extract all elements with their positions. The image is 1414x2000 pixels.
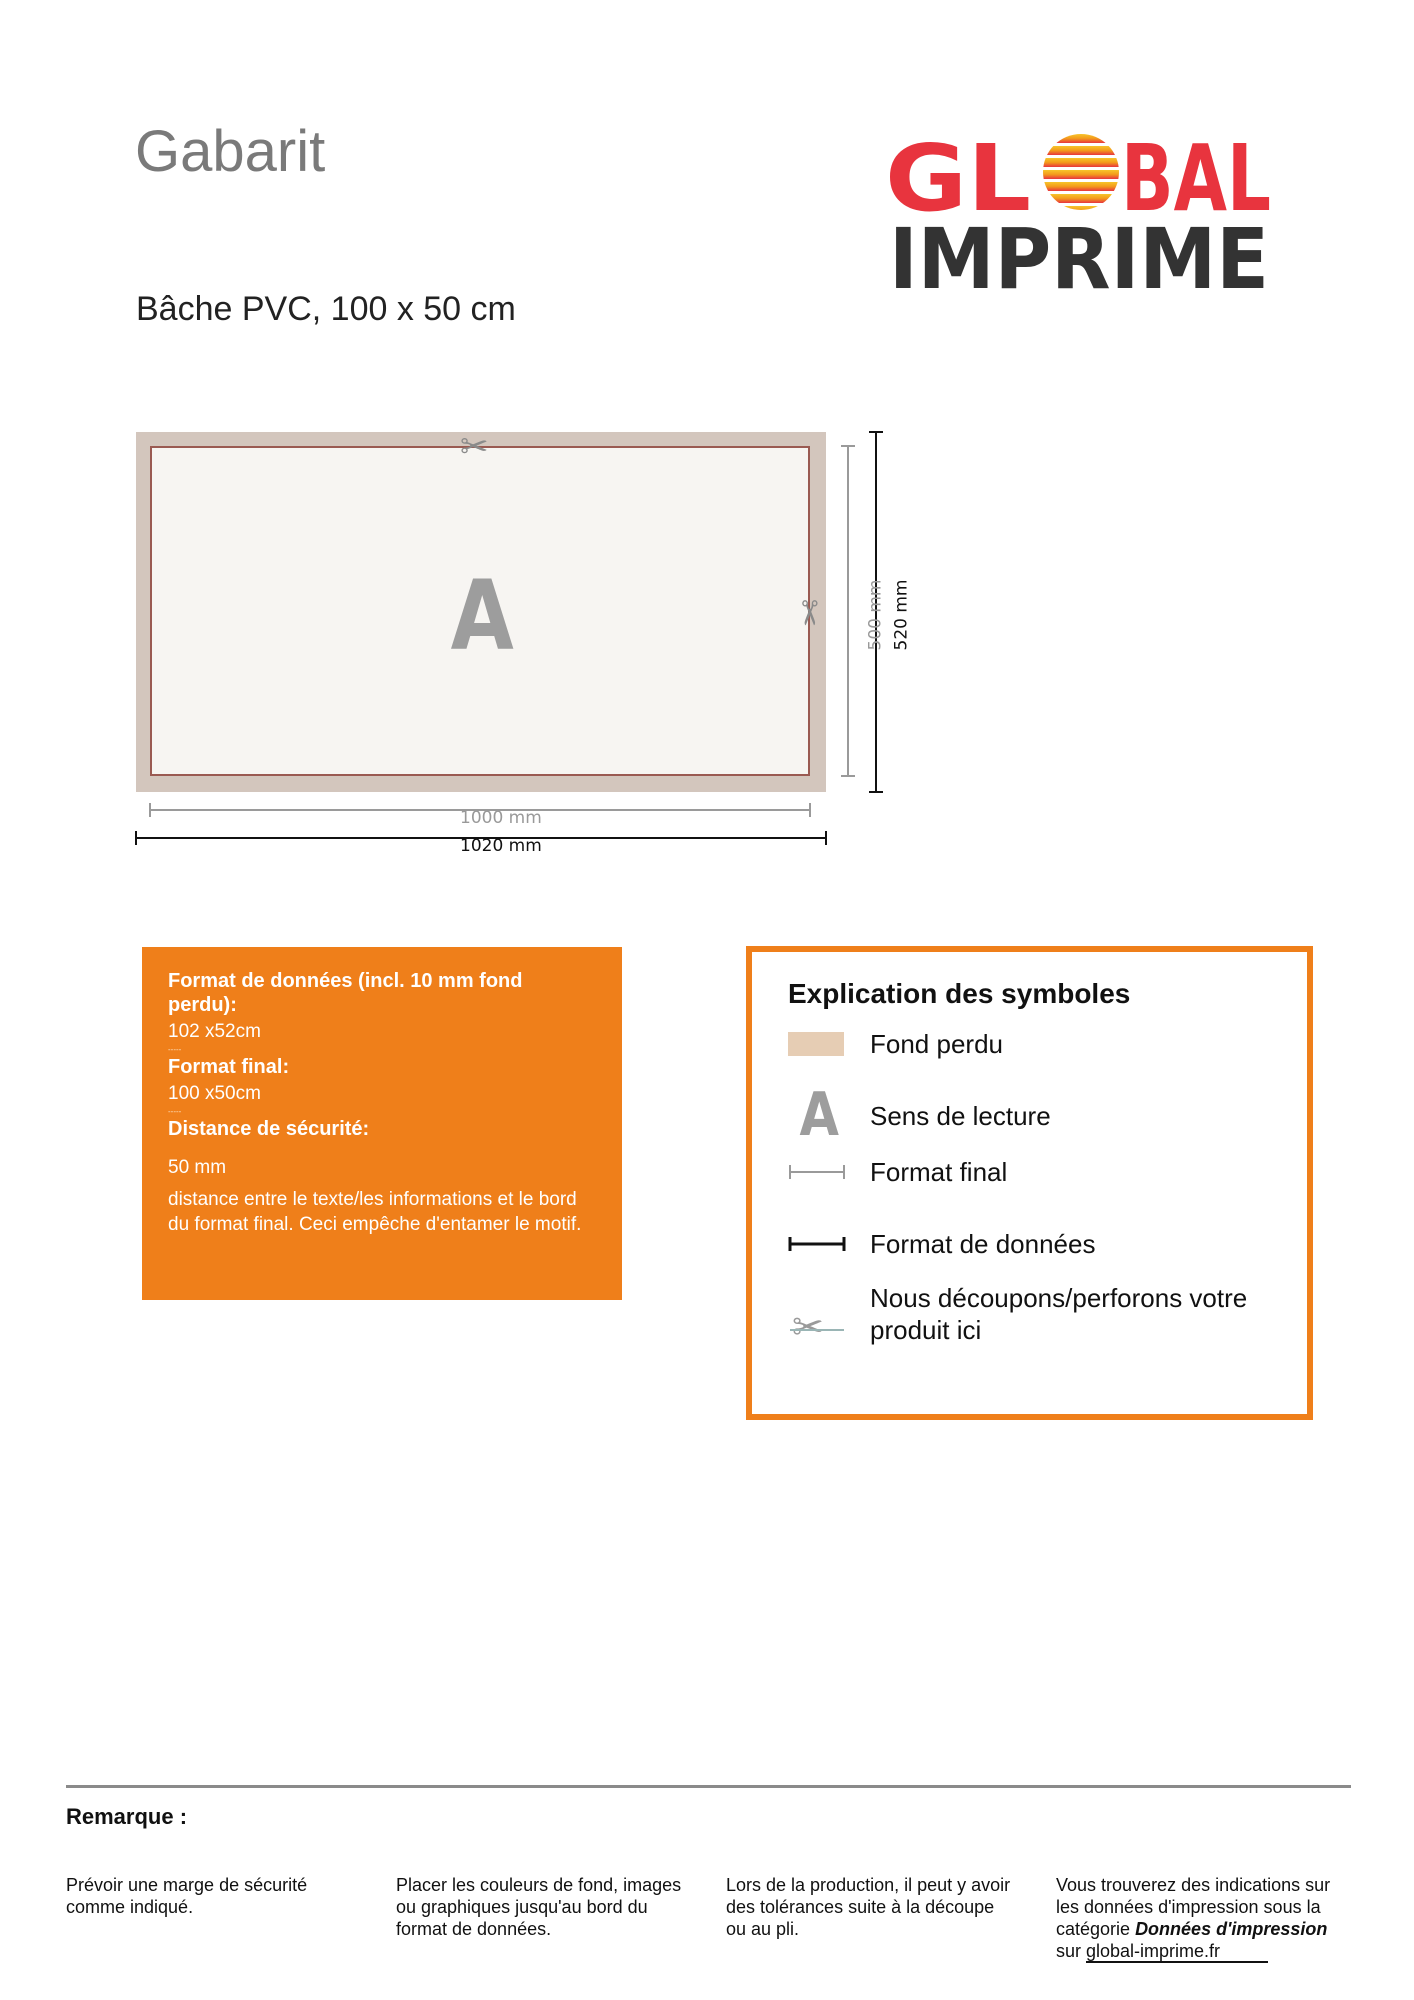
data-format-value: 102 x52cm: [168, 1021, 261, 1042]
website-link[interactable]: global-imprime.fr: [1086, 1941, 1268, 1963]
scissors-icon: ✂: [792, 1305, 824, 1349]
legend-label-reading: Sens de lecture: [870, 1101, 1051, 1131]
format-info-box: [142, 947, 622, 1300]
scissors-icon: ✂: [460, 427, 489, 467]
svg-text:IMPRIME: IMPRIME: [889, 210, 1269, 308]
data-height-label: 520 mm: [891, 579, 912, 651]
footer-note-1: Prévoir une marge de sécurité comme indiqué.: [66, 1875, 308, 1917]
scissors-icon: ✂: [788, 598, 829, 628]
separator: -----: [168, 1107, 182, 1116]
footer-note-4-suffix: sur: [1056, 1941, 1087, 1961]
bleed-swatch-icon: [788, 1032, 844, 1056]
svg-text:GL: GL: [885, 125, 1031, 232]
legend-label-cut: Nous découpons/perforons votre produit ici: [870, 1283, 1248, 1345]
footer-note-4-text: Vous trouverez des indications sur les données d'impression sous la catégorie: [1056, 1875, 1331, 1939]
safety-distance-value: 50 mm: [168, 1157, 227, 1178]
footer-note-4-category: Données d'impression: [1135, 1919, 1328, 1939]
page-title: Gabarit: [135, 119, 326, 184]
data-format-line-icon: [788, 1234, 846, 1254]
footer-note-4: [1056, 1874, 1356, 1962]
footer-note-3: Lors de la production, il peut y avoir des tolérances suite à la découpe ou au pli.: [726, 1875, 1011, 1939]
footer-note-2: Placer les couleurs de fond, images ou graphiques jusqu'au bord du format de données.: [396, 1875, 682, 1939]
safety-distance-label: Distance de sécurité:: [168, 1118, 370, 1140]
data-width-label: 1020 mm: [460, 836, 542, 856]
footer-divider: [66, 1785, 1351, 1788]
dimension-lines: [0, 0, 1414, 900]
separator: -----: [168, 1045, 182, 1054]
final-width-label: 1000 mm: [460, 808, 542, 828]
svg-text:BAL: BAL: [1121, 125, 1271, 232]
final-format-line-icon: [788, 1162, 846, 1182]
final-format-value: 100 x50cm: [168, 1083, 261, 1104]
product-subtitle: Bâche PVC, 100 x 50 cm: [136, 290, 516, 328]
final-height-label: 500 mm: [865, 579, 886, 651]
reading-direction-letter: A: [450, 560, 514, 672]
legend-label-final: Format final: [870, 1157, 1008, 1187]
cut-line-icon: [788, 1320, 846, 1340]
remark-heading: Remarque :: [66, 1804, 188, 1829]
safety-distance-description: distance entre le texte/les informations et le bord du format final. Ceci empêche d'entamer le motif.: [168, 1189, 582, 1235]
final-format-label: Format final:: [168, 1056, 290, 1078]
letter-a-icon: A: [799, 1080, 839, 1150]
symbols-legend: [746, 946, 1313, 1420]
legend-label-bleed: Fond perdu: [870, 1029, 1003, 1059]
legend-title: Explication des symboles: [788, 978, 1131, 1009]
data-format-label: Format de données (incl. 10 mm fond perdu):: [168, 970, 523, 1016]
legend-label-data: Format de données: [870, 1229, 1096, 1259]
